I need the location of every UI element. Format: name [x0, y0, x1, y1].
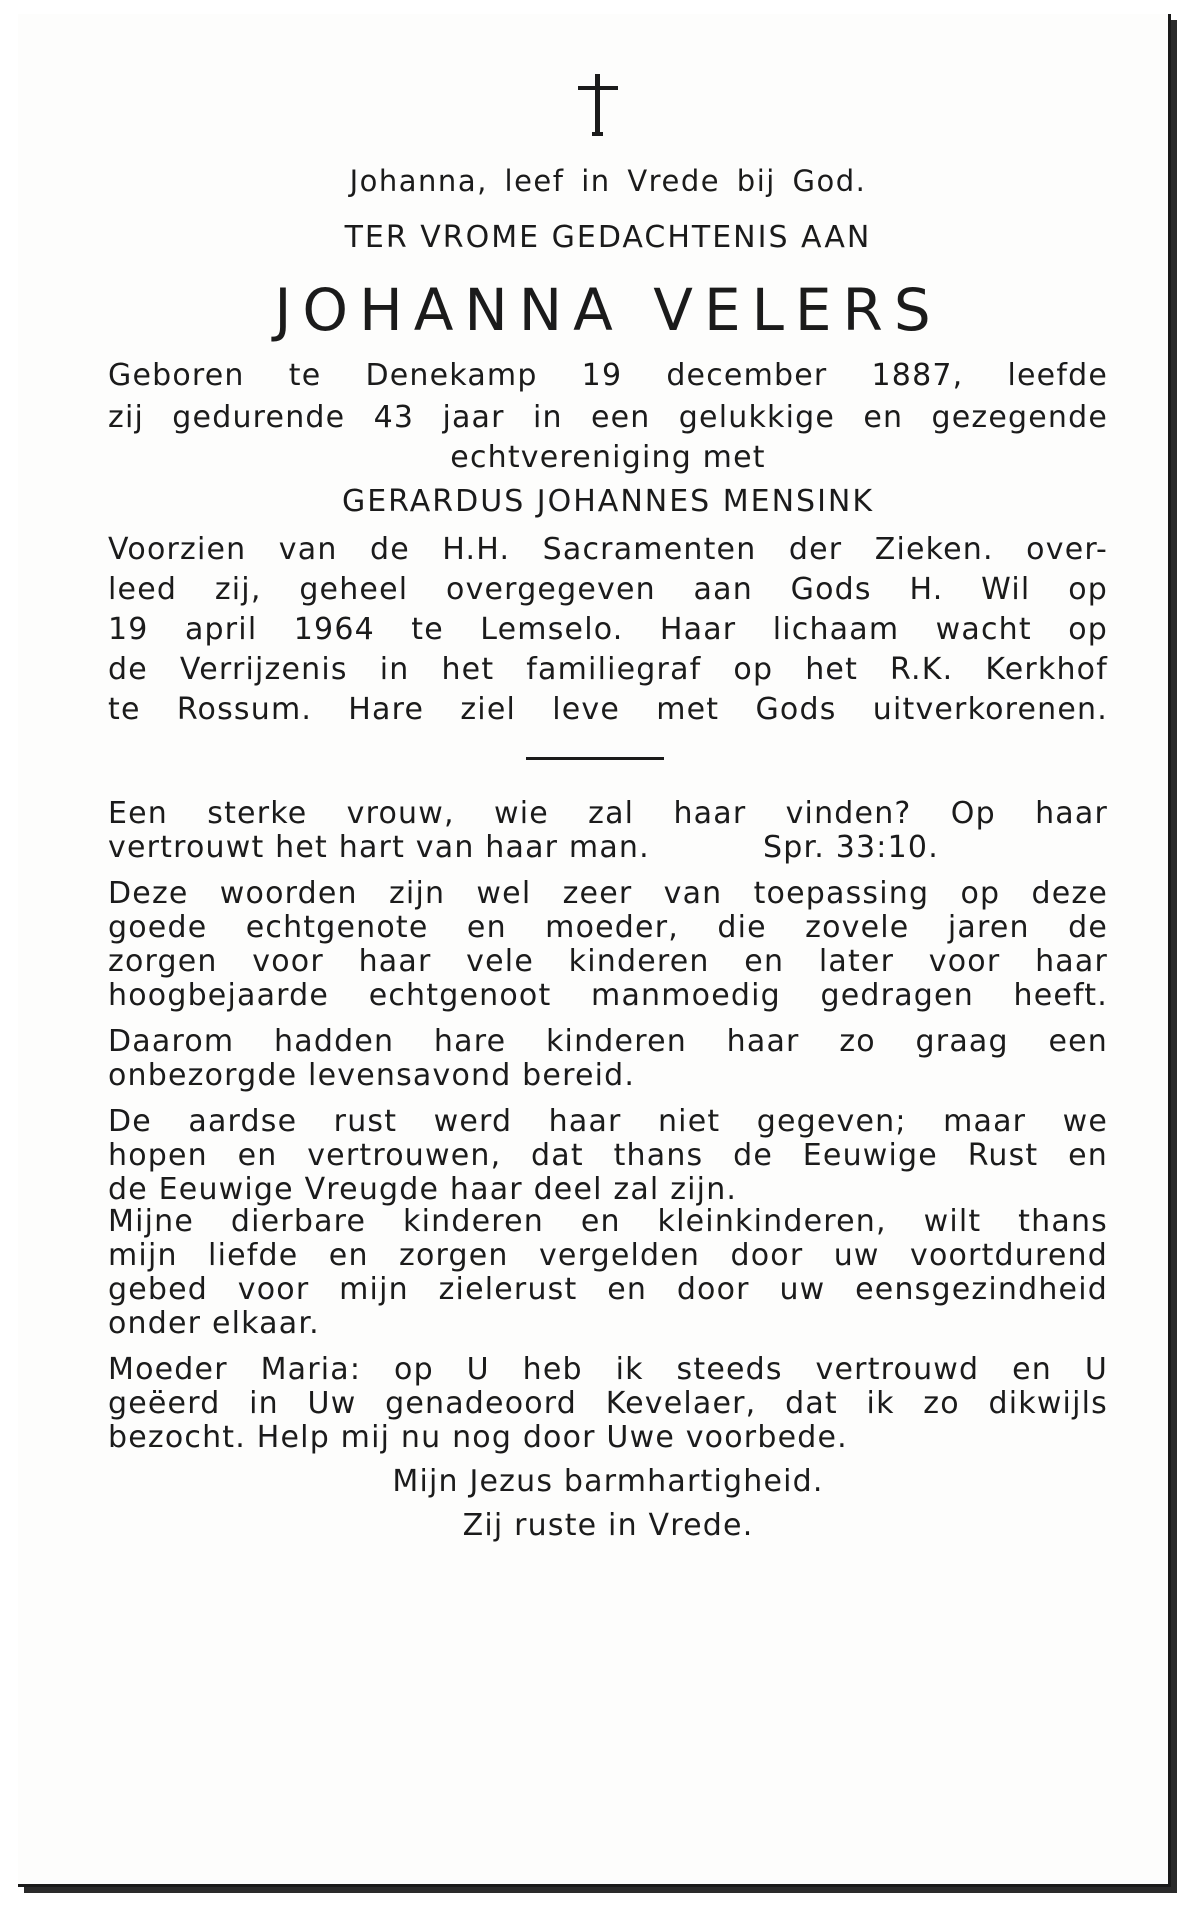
death-line-2: leed zij, geheel overgegeven aan Gods H. Wil op — [108, 572, 1108, 607]
p4-line-1: Mijne dierbare kinderen en kleinkinderen, wilt thans — [108, 1204, 1108, 1239]
death-line-3: 19 april 1964 te Lemselo. Haar lichaam wacht op — [108, 612, 1108, 647]
header-prayer: Johanna, leef in Vrede bij God. — [349, 164, 867, 198]
p1-line-1: Deze woorden zijn wel zeer van toepassing op deze — [108, 876, 1108, 911]
closing-line-2: Zij ruste in Vrede. — [462, 1508, 754, 1543]
death-line-5: te Rossum. Hare ziel leve met Gods uitverkorenen. — [108, 692, 1108, 727]
p4-line-2: mijn liefde en zorgen vergelden door uw voortdurend — [108, 1238, 1108, 1273]
header-memorial: TER VROME GEDACHTENIS AAN — [344, 220, 872, 255]
p1-line-4: hoogbejaarde echtgenoot manmoedig gedragen heeft. — [108, 978, 1108, 1013]
verse-reference: Spr. 33:10. — [763, 830, 939, 865]
p3-line-2: hopen en vertrouwen, dat thans de Eeuwige Rust en — [108, 1138, 1108, 1173]
p2-line-2: onbezorgde levensavond bereid. — [108, 1058, 636, 1093]
p4-line-3: gebed voor mijn zielerust en door uw eensgezindheid — [108, 1272, 1108, 1307]
p5-line-2: geëerd in Uw genadeoord Kevelaer, dat ik zo dikwijls — [108, 1386, 1108, 1421]
p2-line-1: Daarom hadden hare kinderen haar zo graag een — [108, 1024, 1108, 1059]
birth-line-3: echtvereniging met — [450, 440, 766, 475]
birth-line-1: Geboren te Denekamp 19 december 1887, leefde — [108, 358, 1108, 393]
p1-line-3: zorgen voor haar vele kinderen en later voor haar — [108, 944, 1108, 979]
spouse-name: GERARDUS JOHANNES MENSINK — [341, 484, 875, 519]
memorial-card — [18, 14, 1171, 1887]
verse-line-1: Een sterke vrouw, wie zal haar vinden? Op haar — [108, 796, 1108, 831]
verse-text: vertrouwt het hart van haar man. — [108, 830, 650, 865]
p3-line-3: de Eeuwige Vreugde haar deel zal zijn. — [108, 1172, 738, 1207]
p4-line-4: onder elkaar. — [108, 1306, 320, 1341]
p3-line-1: De aardse rust werd haar niet gegeven; maar we — [108, 1104, 1108, 1139]
birth-line-2: zij gedurende 43 jaar in een gelukkige en gezegende — [108, 400, 1108, 435]
p5-line-1: Moeder Maria: op U heb ik steeds vertrouwd en U — [108, 1352, 1108, 1387]
divider-line — [526, 757, 664, 760]
deceased-name: JOHANNA VELERS — [274, 276, 942, 344]
death-line-1: Voorzien van de H.H. Sacramenten der Zieken. over- — [108, 532, 1108, 567]
p1-line-2: goede echtgenote en moeder, die zovele jaren de — [108, 910, 1108, 945]
cross-icon — [568, 72, 628, 142]
closing-line-1: Mijn Jezus barmhartigheid. — [392, 1464, 824, 1499]
p5-line-3: bezocht. Help mij nu nog door Uwe voorbede. — [108, 1420, 848, 1455]
death-line-4: de Verrijzenis in het familiegraf op het R.K. Kerkhof — [108, 652, 1108, 687]
verse-line-2 — [108, 830, 1108, 865]
